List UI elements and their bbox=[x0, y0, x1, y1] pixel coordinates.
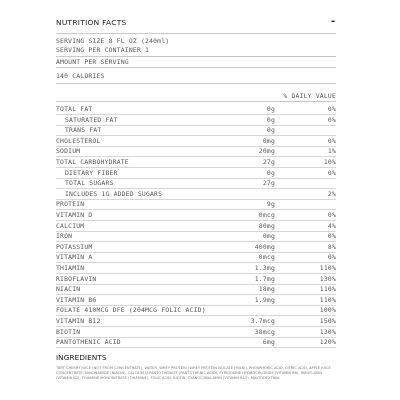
nutrient-row bbox=[56, 263, 336, 274]
nutrient-amount: 20mg bbox=[258, 147, 275, 156]
nutrient-label: VITAMIN B6 bbox=[56, 295, 97, 304]
nutrient-label: DIETARY FIBER bbox=[65, 168, 118, 177]
calories: 140 CALORIES bbox=[56, 72, 105, 80]
nutrient-amount: 0mg bbox=[262, 232, 275, 241]
nutrient-label: TOTAL FAT bbox=[56, 105, 93, 113]
nutrient-amount: 80mg bbox=[258, 221, 275, 230]
nutrition-facts-title: NUTRITION FACTS bbox=[56, 18, 127, 27]
nutrient-row bbox=[56, 168, 336, 179]
ingredients-title: INGREDIENTS bbox=[56, 353, 107, 362]
nutrient-row bbox=[56, 252, 336, 263]
divider bbox=[56, 83, 336, 84]
nutrient-label: POTASSIUM bbox=[56, 242, 93, 251]
nutrient-label: PROTEIN bbox=[56, 200, 85, 209]
divider bbox=[56, 67, 336, 68]
nutrient-amount: 0mg bbox=[262, 136, 275, 145]
nutrient-amount: 0g bbox=[266, 126, 275, 135]
nutrient-label: FOLATE 410MCG DFE (204MCG FOLIC ACID) bbox=[56, 306, 206, 315]
nutrient-amount: 27g bbox=[262, 158, 275, 166]
nutrient-row bbox=[56, 231, 336, 242]
nutrient-daily-value: 0% bbox=[327, 115, 336, 124]
nutrient-label: VITAMIN D bbox=[56, 211, 93, 219]
nutrient-amount: 1.7mg bbox=[254, 274, 275, 283]
nutrient-label: TOTAL SUGARS bbox=[65, 179, 114, 188]
nutrient-daily-value: 0% bbox=[327, 232, 336, 241]
nutrient-amount: 1.9mg bbox=[254, 295, 275, 304]
nutrient-label: VITAMIN B12 bbox=[56, 317, 101, 325]
nutrient-row bbox=[56, 178, 336, 189]
ingredients-text: TART CHERRY JUICE (NOT FROM CONCENTRATE), WATER, WHEY PROTEIN (WHEY PROTEIN ISOLATE (MILK)), PHOSPHORIC ACID, CITRIC ACID, APPLE JUICE CONCENTRATE, NIACINAMIDE (NIACIN), CALCIUM D-PANTOTHENATE (PANTOTHENIC ACID), PYRIDOXINE HYDROCHLORIDE (VITAMIN B6), RIBOFLAVIN (VITAMIN B2), THIAMINE MONONITRATE (THIAMINE), FOLIC ACID, BIOTIN, CYANOCOBALAMIN (VITAMIN B12), MALTODEXTRIN. bbox=[56, 366, 331, 381]
nutrient-daily-value: 130% bbox=[319, 327, 336, 336]
nutrient-daily-value: 10% bbox=[323, 158, 336, 166]
nutrient-amount: 0g bbox=[266, 168, 275, 177]
nutrient-label: CHOLESTEROL bbox=[56, 136, 101, 145]
nutrient-row bbox=[56, 327, 336, 338]
nutrient-daily-value: 110% bbox=[319, 295, 336, 304]
amount-per-serving: AMOUNT PER SERVING bbox=[56, 58, 129, 66]
nutrient-label: BIOTIN bbox=[56, 327, 81, 336]
nutrient-daily-value: 0% bbox=[327, 168, 336, 177]
nutrient-label: NIACIN bbox=[56, 285, 81, 294]
nutrition-facts-header[interactable] bbox=[56, 16, 336, 32]
nutrient-amount: 0mcg bbox=[258, 211, 275, 219]
nutrient-label: INCLUDES 1G ADDED SUGARS bbox=[65, 189, 163, 198]
nutrient-amount: 0mcg bbox=[258, 253, 275, 262]
servings-per-container: SERVING PER CONTAINER 1 bbox=[56, 46, 150, 54]
nutrient-daily-value: 2% bbox=[327, 189, 336, 198]
nutrient-amount: 27g bbox=[262, 179, 275, 188]
divider bbox=[56, 101, 336, 102]
nutrient-daily-value: 0% bbox=[327, 211, 336, 219]
nutrient-daily-value: 110% bbox=[319, 264, 336, 272]
nutrient-daily-value: 110% bbox=[319, 285, 336, 294]
nutrient-label: VITAMIN A bbox=[56, 253, 93, 262]
nutrient-amount: 1.3mg bbox=[254, 264, 275, 272]
nutrient-daily-value: 0% bbox=[327, 105, 336, 113]
nutrient-daily-value: 0% bbox=[327, 136, 336, 145]
header-divider bbox=[56, 33, 336, 34]
nutrient-label: IRON bbox=[56, 232, 73, 241]
nutrient-row bbox=[56, 115, 336, 126]
nutrient-amount: 3.7mcg bbox=[250, 317, 275, 325]
nutrient-row bbox=[56, 242, 336, 253]
collapse-toggle-icon[interactable]: - bbox=[329, 16, 336, 27]
nutrient-label: THIAMIN bbox=[56, 264, 85, 272]
nutrient-row bbox=[56, 104, 336, 115]
nutrient-row bbox=[56, 199, 336, 210]
nutrient-amount: 0g bbox=[266, 105, 275, 113]
nutrient-row bbox=[56, 337, 336, 348]
nutrient-daily-value: 130% bbox=[319, 274, 336, 283]
nutrient-daily-value: 4% bbox=[327, 221, 336, 230]
nutrient-daily-value: 120% bbox=[319, 338, 336, 347]
nutrient-daily-value: 100% bbox=[319, 306, 336, 315]
nutrient-row bbox=[56, 210, 336, 221]
nutrient-row bbox=[56, 157, 336, 168]
nutrient-row bbox=[56, 295, 336, 306]
nutrient-label: CALCIUM bbox=[56, 221, 85, 230]
nutrient-row bbox=[56, 189, 336, 200]
nutrient-row bbox=[56, 125, 336, 136]
nutrient-amount: 38mcg bbox=[254, 327, 275, 336]
nutrient-daily-value: 1% bbox=[327, 147, 336, 156]
nutrient-amount: 0g bbox=[266, 115, 275, 124]
daily-value-header: % DAILY VALUE bbox=[283, 92, 336, 100]
nutrient-amount: 6mg bbox=[262, 338, 275, 347]
nutrient-row bbox=[56, 146, 336, 157]
nutrient-amount: 9g bbox=[266, 200, 275, 209]
nutrient-row bbox=[56, 136, 336, 147]
nutrient-amount: 18mg bbox=[258, 285, 275, 294]
nutrient-label: RIBOFLAVIN bbox=[56, 274, 97, 283]
serving-size: SERVING SIZE 8 FL OZ (240ml) bbox=[56, 37, 170, 45]
nutrient-label: SODIUM bbox=[56, 147, 81, 156]
nutrient-daily-value: 0% bbox=[327, 253, 336, 262]
nutrient-row bbox=[56, 305, 336, 316]
nutrient-label: PANTOTHENIC ACID bbox=[56, 338, 121, 347]
nutrient-daily-value: 8% bbox=[327, 242, 336, 251]
nutrient-amount: 400mg bbox=[254, 242, 275, 251]
nutrient-row bbox=[56, 221, 336, 232]
nutrient-label: TRANS FAT bbox=[65, 126, 102, 135]
nutrient-row bbox=[56, 284, 336, 295]
divider bbox=[56, 56, 336, 57]
nutrient-label: SATURATED FAT bbox=[65, 115, 118, 124]
nutrient-label: TOTAL CARBOHYDRATE bbox=[56, 158, 129, 166]
nutrient-row bbox=[56, 274, 336, 285]
nutrient-daily-value: 150% bbox=[319, 317, 336, 325]
nutrient-row bbox=[56, 316, 336, 327]
